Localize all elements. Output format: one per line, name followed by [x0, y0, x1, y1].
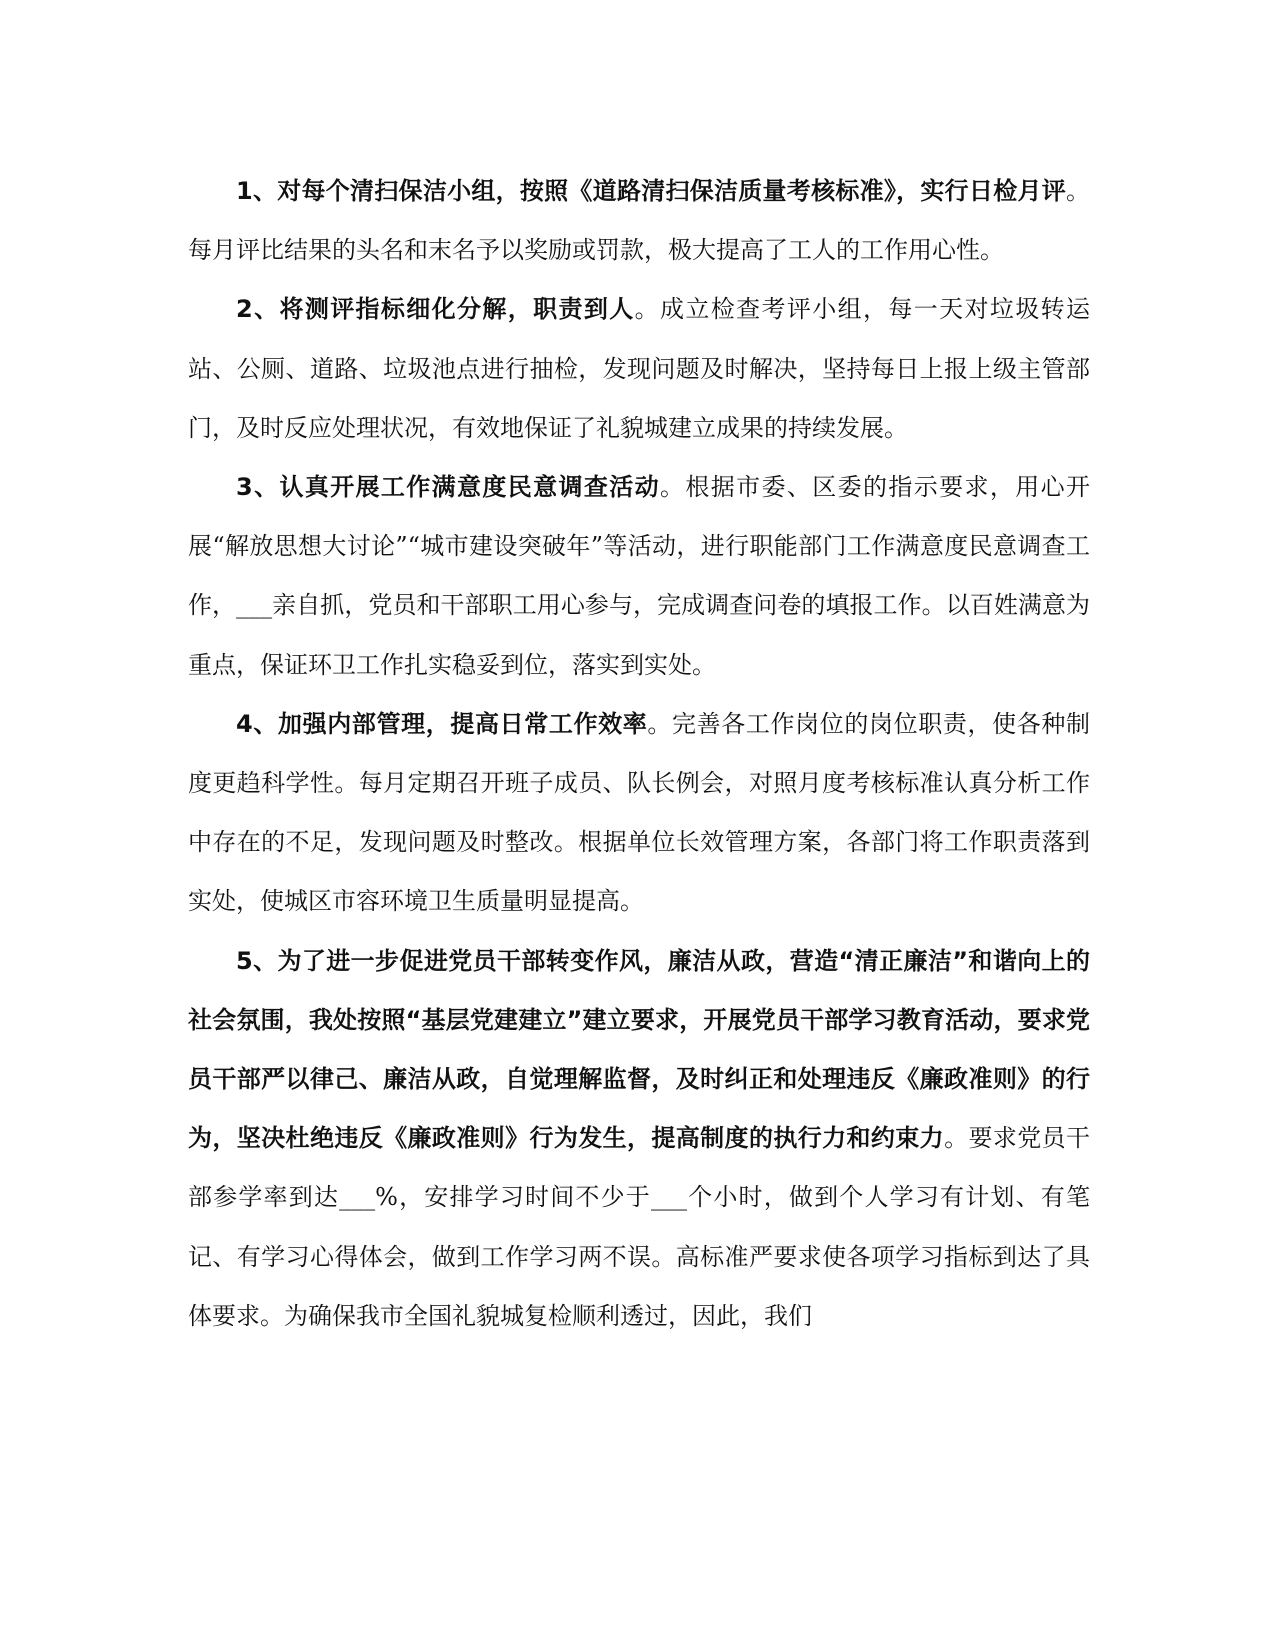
paragraph-4-lead: 4、加强内部管理，提高日常工作效率	[236, 709, 648, 738]
paragraph-3-lead: 3、认真开展工作满意度民意调查活动	[236, 473, 661, 502]
paragraph-1-body: 。每月评比结果的头名和末名予以奖励或罚款，极大提高了工人的工作用心性。	[188, 177, 1090, 265]
paragraph-3-body: 。根据市委、区委的指示要求，用心开展“解放思想大讨论”“城市建设突破年”等活动，进行职能部门工作满意度民意调查工作，___亲自抓，党员和干部职工用心参与，完成调查问卷的填报工作。以百姓满意为重点，保证环卫工作扎实稳妥到位，落实到实处。	[188, 473, 1091, 679]
paragraph-5-body: 。要求党员干部参学率到达___%，安排学习时间不少于___个小时，做到个人学习有计划、有笔记、有学习心得体会，做到工作学习两不误。高标准严要求使各项学习指标到达了具体要求。为确保我市全国礼貌城复检顺利透过，因此，我们	[188, 1124, 1091, 1330]
paragraph-3	[188, 458, 1090, 695]
paragraph-4	[188, 695, 1090, 932]
paragraph-1-lead: 1、对每个清扫保洁小组，按照《道路清扫保洁质量考核标准》，实行日检月评	[236, 177, 1066, 205]
paragraph-5	[188, 932, 1090, 1346]
document-body	[188, 162, 1090, 1346]
paragraph-2	[188, 280, 1090, 458]
paragraph-2-body: 。成立检查考评小组，每一天对垃圾转运站、公厕、道路、垃圾池点进行抽检，发现问题及时解决，坚持每日上报上级主管部门，及时反应处理状况，有效地保证了礼貌城建立成果的持续发展。	[188, 295, 1091, 442]
paragraph-2-lead: 2、将测评指标细化分解，职责到人	[236, 295, 635, 324]
paragraph-1	[188, 162, 1090, 280]
paragraph-4-body: 。完善各工作岗位的岗位职责，使各种制度更趋科学性。每月定期召开班子成员、队长例会，对照月度考核标准认真分析工作中存在的不足，发现问题及时整改。根据单位长效管理方案，各部门将工作职责落到实处，使城区市容环境卫生质量明显提高。	[188, 709, 1091, 916]
paragraph-5-lead: 5、为了进一步促进党员干部转变作风，廉洁从政，营造“清正廉洁”和谐向上的社会氛围，我处按照“基层党建建立”建立要求，开展党员干部学习教育活动，要求党员干部严以律己、廉洁从政，自觉理解监督，及时纠正和处理违反《廉政准则》的行为，坚决杜绝违反《廉政准则》行为发生，提高制度的执行力和约束力	[188, 946, 1090, 1153]
